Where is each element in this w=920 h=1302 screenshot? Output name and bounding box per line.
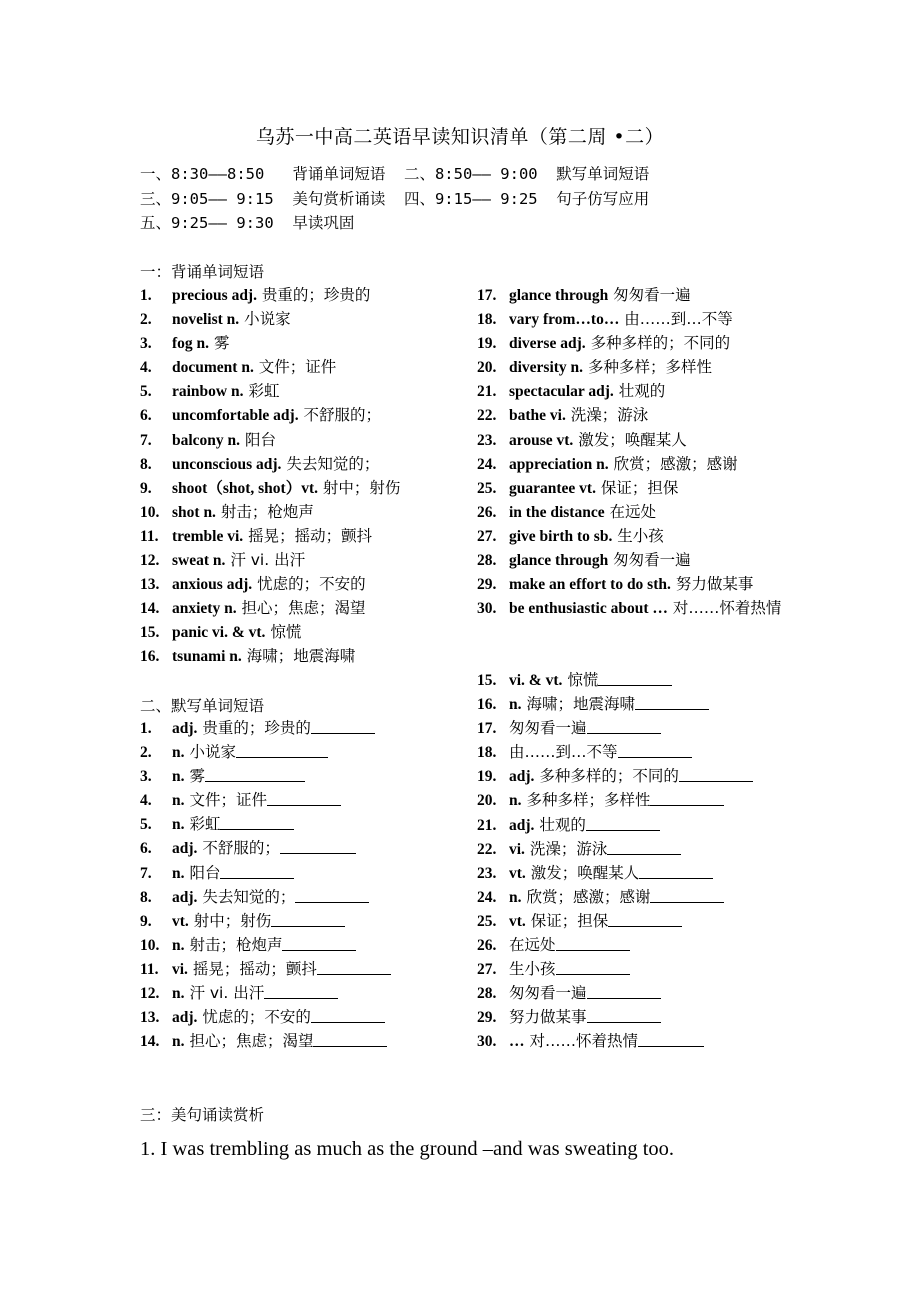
chinese-meaning: 由……到…不等 bbox=[624, 310, 733, 329]
item-number: 30. bbox=[477, 600, 497, 618]
chinese-prompt: 壮观的 bbox=[539, 815, 586, 834]
english-term: tremble vi. bbox=[172, 527, 244, 545]
item-number: 6. bbox=[140, 407, 152, 425]
item-number: 1. bbox=[140, 720, 152, 737]
chinese-prompt: 匆匆看一遍 bbox=[509, 719, 587, 738]
answer-blank bbox=[608, 912, 682, 927]
chinese-meaning: 汗 vi. 出汗 bbox=[230, 551, 306, 570]
item-number: 24. bbox=[477, 455, 497, 473]
answer-blank bbox=[556, 936, 630, 951]
answer-blank bbox=[556, 960, 630, 975]
dictation-row bbox=[477, 692, 877, 716]
vocab-row bbox=[477, 283, 877, 307]
item-number: 27. bbox=[477, 961, 497, 979]
item-number: 21. bbox=[477, 383, 497, 401]
chinese-prompt: 多种多样；多样性 bbox=[526, 791, 651, 810]
answer-blank bbox=[598, 671, 672, 686]
chinese-prompt: 对……怀着热情 bbox=[529, 1032, 638, 1051]
chinese-meaning: 洗澡；游泳 bbox=[570, 406, 649, 425]
item-number: 2. bbox=[140, 311, 152, 329]
dictation-row bbox=[477, 813, 877, 837]
chinese-prompt: 在远处 bbox=[509, 936, 556, 955]
vocab-row bbox=[477, 355, 877, 379]
item-number: 12. bbox=[140, 552, 160, 570]
answer-blank bbox=[264, 984, 338, 999]
item-number: 22. bbox=[477, 840, 497, 858]
answer-blank bbox=[635, 695, 709, 710]
item-number: 28. bbox=[477, 985, 497, 1003]
answer-blank bbox=[282, 936, 356, 951]
chinese-meaning: 激发；唤醒某人 bbox=[578, 430, 687, 449]
part-of-speech: vt. bbox=[172, 912, 189, 930]
item-number: 1. bbox=[140, 287, 152, 304]
item-number: 9. bbox=[140, 912, 152, 930]
chinese-meaning: 生小孩 bbox=[617, 526, 664, 545]
english-term: anxiety n. bbox=[172, 600, 237, 618]
item-number: 11. bbox=[140, 527, 159, 545]
part-of-speech: vt. bbox=[509, 912, 526, 930]
chinese-meaning: 射击；枪炮声 bbox=[220, 502, 314, 521]
answer-blank bbox=[311, 1008, 385, 1023]
item-number: 4. bbox=[140, 359, 152, 377]
vocab-row bbox=[140, 620, 540, 644]
part-of-speech: adj. bbox=[172, 840, 198, 858]
chinese-meaning: 匆匆看一遍 bbox=[613, 286, 691, 304]
item-number: 24. bbox=[477, 888, 497, 906]
chinese-meaning: 保证；担保 bbox=[600, 478, 679, 497]
chinese-meaning: 努力做某事 bbox=[675, 575, 754, 594]
chinese-meaning: 彩虹 bbox=[248, 382, 280, 401]
answer-blank bbox=[650, 888, 724, 903]
chinese-prompt: 匆匆看一遍 bbox=[509, 984, 587, 1003]
dictation-row bbox=[477, 668, 877, 692]
chinese-prompt: 努力做某事 bbox=[509, 1008, 587, 1027]
english-term: vary from…to… bbox=[509, 311, 620, 329]
english-term: balcony n. bbox=[172, 431, 241, 449]
item-number: 14. bbox=[140, 1033, 160, 1051]
english-term: uncomfortable adj. bbox=[172, 407, 299, 425]
dictation-row bbox=[477, 1005, 877, 1029]
item-number: 20. bbox=[477, 792, 497, 810]
chinese-meaning: 摇晃；摇动；颤抖 bbox=[248, 526, 373, 545]
english-term: sweat n. bbox=[172, 552, 226, 570]
vocab-row bbox=[477, 452, 877, 476]
dictation-row bbox=[477, 957, 877, 981]
answer-blank bbox=[311, 719, 375, 734]
chinese-prompt: 洗澡；游泳 bbox=[529, 839, 608, 858]
answer-blank bbox=[267, 791, 341, 806]
item-number: 25. bbox=[477, 479, 497, 497]
part-of-speech: adj. bbox=[509, 816, 535, 834]
chinese-prompt: 贵重的；珍贵的 bbox=[202, 719, 311, 737]
chinese-prompt: 欣赏；感激；感谢 bbox=[526, 887, 651, 906]
vocab-row bbox=[477, 307, 877, 331]
item-number: 16. bbox=[477, 696, 497, 714]
item-number: 5. bbox=[140, 383, 152, 401]
item-number: 7. bbox=[140, 864, 152, 882]
part-of-speech: vi. & vt. bbox=[509, 672, 563, 689]
chinese-meaning: 失去知觉的； bbox=[286, 454, 380, 473]
chinese-meaning: 担心；焦虑；渴望 bbox=[241, 599, 366, 618]
vocab-row bbox=[477, 428, 877, 452]
item-number: 15. bbox=[477, 672, 497, 689]
chinese-meaning: 小说家 bbox=[244, 310, 291, 329]
item-number: 18. bbox=[477, 744, 497, 762]
part-of-speech: n. bbox=[172, 816, 185, 834]
model-sentence-1: 1. I was trembling as much as the ground –and was sweating too. bbox=[140, 1138, 675, 1160]
vocab-row bbox=[140, 644, 540, 668]
chinese-prompt: 文件；证件 bbox=[189, 791, 267, 810]
dictation-row bbox=[477, 1029, 877, 1053]
answer-blank bbox=[650, 791, 724, 806]
dictation-row bbox=[477, 885, 877, 909]
chinese-meaning: 忧虑的；不安的 bbox=[257, 575, 366, 594]
item-number: 27. bbox=[477, 527, 497, 545]
section1-heading: 一：背诵单词短语 bbox=[140, 263, 265, 281]
schedule-line-3: 五、9:25—— 9:30 早读巩固 bbox=[140, 214, 355, 232]
part-of-speech: n. bbox=[172, 792, 185, 810]
part-of-speech: adj. bbox=[172, 1009, 198, 1027]
chinese-prompt: 射击；枪炮声 bbox=[189, 935, 283, 954]
answer-blank bbox=[220, 864, 294, 879]
section2-heading: 二、默写单词短语 bbox=[140, 697, 265, 715]
chinese-meaning: 惊慌 bbox=[270, 623, 302, 642]
part-of-speech: n. bbox=[509, 696, 522, 714]
item-number: 29. bbox=[477, 1009, 497, 1027]
chinese-meaning: 海啸；地震海啸 bbox=[246, 647, 356, 666]
vocab-row bbox=[477, 403, 877, 427]
part-of-speech: n. bbox=[509, 888, 522, 906]
part-of-speech: vi. bbox=[172, 960, 188, 978]
item-number: 29. bbox=[477, 576, 497, 594]
chinese-meaning: 射中；射伤 bbox=[322, 478, 401, 497]
english-term: in the distance bbox=[509, 503, 605, 521]
chinese-prompt: 忧虑的；不安的 bbox=[202, 1008, 311, 1027]
english-term: shoot（shot, shot）vt. bbox=[172, 479, 318, 497]
item-number: 23. bbox=[477, 431, 497, 449]
chinese-meaning: 不舒服的； bbox=[303, 406, 382, 425]
chinese-meaning: 壮观的 bbox=[618, 382, 666, 401]
dictation-row bbox=[477, 764, 877, 788]
part-of-speech: vi. bbox=[509, 840, 525, 858]
answer-blank bbox=[679, 767, 753, 782]
part-of-speech: n. bbox=[172, 744, 185, 762]
chinese-prompt: 由……到…不等 bbox=[509, 743, 618, 762]
section1-right-column bbox=[477, 283, 877, 620]
answer-blank bbox=[587, 1008, 661, 1023]
chinese-meaning: 雾 bbox=[213, 334, 230, 353]
part-of-speech: adj. bbox=[172, 888, 198, 906]
english-term: be enthusiastic about … bbox=[509, 600, 668, 618]
dictation-row bbox=[477, 788, 877, 812]
english-term: shot n. bbox=[172, 503, 216, 521]
item-number: 13. bbox=[140, 1009, 160, 1027]
dictation-row bbox=[477, 981, 877, 1005]
chinese-prompt: 射中；射伤 bbox=[193, 911, 272, 930]
vocab-row bbox=[477, 524, 877, 548]
chinese-prompt: 生小孩 bbox=[509, 960, 556, 979]
item-number: 17. bbox=[477, 720, 497, 738]
item-number: 28. bbox=[477, 552, 497, 570]
item-number: 10. bbox=[140, 503, 160, 521]
section3-heading: 三：美句诵读赏析 bbox=[140, 1106, 265, 1124]
item-number: 10. bbox=[140, 936, 160, 954]
section2-right-column bbox=[477, 668, 877, 1054]
chinese-prompt: 海啸；地震海啸 bbox=[526, 695, 635, 714]
item-number: 12. bbox=[140, 985, 160, 1003]
chinese-prompt: 摇晃；摇动；颤抖 bbox=[192, 959, 317, 978]
item-number: 20. bbox=[477, 359, 497, 377]
item-number: 15. bbox=[140, 624, 160, 642]
vocab-row bbox=[477, 596, 877, 620]
item-number: 19. bbox=[477, 335, 497, 353]
dictation-row bbox=[477, 837, 877, 861]
answer-blank bbox=[639, 864, 713, 879]
item-number: 17. bbox=[477, 287, 497, 304]
item-number: 26. bbox=[477, 937, 497, 955]
english-term: tsunami n. bbox=[172, 648, 242, 666]
item-number: 16. bbox=[140, 648, 160, 666]
english-term: document n. bbox=[172, 359, 254, 377]
item-number: 3. bbox=[140, 335, 152, 353]
english-term: bathe vi. bbox=[509, 407, 566, 425]
item-number: 22. bbox=[477, 407, 497, 425]
chinese-meaning: 欣赏；感激；感谢 bbox=[613, 454, 738, 473]
english-term: glance through bbox=[509, 552, 609, 570]
answer-blank bbox=[295, 888, 369, 903]
part-of-speech: n. bbox=[172, 985, 185, 1003]
english-term: spectacular adj. bbox=[509, 383, 614, 401]
item-number: 8. bbox=[140, 888, 152, 906]
item-number: 30. bbox=[477, 1033, 497, 1051]
chinese-prompt: 失去知觉的； bbox=[202, 887, 296, 906]
english-term: panic vi. & vt. bbox=[172, 624, 266, 642]
answer-blank bbox=[280, 839, 356, 854]
answer-blank bbox=[317, 960, 391, 975]
schedule-line-2: 三、9:05—— 9:15 美句赏析诵读 四、9:15—— 9:25 句子仿写应用 bbox=[140, 190, 650, 208]
english-term: diverse adj. bbox=[509, 335, 586, 353]
dictation-row bbox=[477, 716, 877, 740]
english-term: fog n. bbox=[172, 335, 210, 353]
chinese-prompt: 小说家 bbox=[189, 743, 236, 762]
part-of-speech: adj. bbox=[509, 768, 535, 786]
english-term: arouse vt. bbox=[509, 431, 574, 449]
dictation-row bbox=[477, 909, 877, 933]
dictation-row bbox=[477, 933, 877, 957]
chinese-prompt: 阳台 bbox=[189, 863, 221, 882]
item-number: 25. bbox=[477, 912, 497, 930]
item-number: 6. bbox=[140, 840, 152, 858]
chinese-prompt: 保证；担保 bbox=[530, 911, 609, 930]
english-term: rainbow n. bbox=[172, 383, 244, 401]
item-number: 13. bbox=[140, 576, 160, 594]
chinese-meaning: 在远处 bbox=[609, 502, 657, 521]
dictation-row bbox=[477, 740, 877, 764]
answer-blank bbox=[587, 984, 661, 999]
chinese-prompt: 雾 bbox=[189, 767, 205, 786]
item-number: 8. bbox=[140, 455, 152, 473]
vocab-row bbox=[477, 548, 877, 572]
dictation-row bbox=[477, 861, 877, 885]
item-number: 7. bbox=[140, 431, 152, 449]
item-number: 11. bbox=[140, 960, 159, 978]
english-term: novelist n. bbox=[172, 311, 240, 329]
item-number: 2. bbox=[140, 744, 152, 762]
part-of-speech: n. bbox=[509, 792, 522, 810]
chinese-meaning: 多种多样；多样性 bbox=[588, 358, 713, 377]
chinese-prompt: 激发；唤醒某人 bbox=[530, 863, 640, 882]
answer-blank bbox=[586, 816, 660, 831]
part-of-speech: n. bbox=[172, 1033, 185, 1051]
item-number: 19. bbox=[477, 768, 497, 786]
english-term: give birth to sb. bbox=[509, 527, 613, 545]
chinese-prompt: 汗 vi. 出汗 bbox=[189, 984, 265, 1003]
part-of-speech: n. bbox=[172, 768, 185, 786]
schedule-line-1: 一、8:30——8:50 背诵单词短语 二、8:50—— 9:00 默写单词短语 bbox=[140, 165, 650, 183]
english-term: appreciation n. bbox=[509, 455, 609, 473]
part-of-speech: vt. bbox=[509, 864, 526, 882]
english-term: glance through bbox=[509, 287, 609, 304]
chinese-prompt: 彩虹 bbox=[189, 815, 221, 834]
document-title: 乌苏一中高二英语早读知识清单（第二周 •二） bbox=[255, 126, 665, 148]
item-number: 9. bbox=[140, 479, 152, 497]
english-term: guarantee vt. bbox=[509, 479, 596, 497]
vocab-row bbox=[477, 500, 877, 524]
english-term: make an effort to do sth. bbox=[509, 576, 671, 594]
item-number: 26. bbox=[477, 503, 497, 521]
answer-blank bbox=[638, 1032, 704, 1047]
item-number: 21. bbox=[477, 816, 497, 834]
part-of-speech: n. bbox=[172, 864, 185, 882]
chinese-meaning: 贵重的；珍贵的 bbox=[261, 286, 371, 304]
part-of-speech: n. bbox=[172, 936, 185, 954]
item-number: 4. bbox=[140, 792, 152, 810]
chinese-meaning: 多种多样的；不同的 bbox=[590, 334, 731, 353]
vocab-row bbox=[477, 331, 877, 355]
answer-blank bbox=[236, 743, 328, 758]
chinese-prompt: 不舒服的； bbox=[202, 839, 280, 858]
english-term: unconscious adj. bbox=[172, 455, 282, 473]
item-number: 5. bbox=[140, 816, 152, 834]
vocab-row bbox=[477, 572, 877, 596]
answer-blank bbox=[587, 719, 661, 734]
item-number: 3. bbox=[140, 768, 152, 786]
chinese-meaning: 文件；证件 bbox=[258, 358, 337, 377]
part-of-speech: … bbox=[509, 1033, 525, 1051]
answer-blank bbox=[607, 840, 681, 855]
vocab-row bbox=[477, 476, 877, 500]
answer-blank bbox=[271, 912, 345, 927]
item-number: 18. bbox=[477, 311, 497, 329]
english-term: diversity n. bbox=[509, 359, 584, 377]
vocab-row bbox=[477, 379, 877, 403]
answer-blank bbox=[313, 1032, 387, 1047]
item-number: 14. bbox=[140, 600, 160, 618]
chinese-prompt: 多种多样的；不同的 bbox=[539, 767, 679, 786]
part-of-speech: adj. bbox=[172, 720, 198, 737]
english-term: precious adj. bbox=[172, 287, 257, 304]
answer-blank bbox=[220, 815, 294, 830]
item-number: 23. bbox=[477, 864, 497, 882]
chinese-meaning: 匆匆看一遍 bbox=[613, 551, 691, 570]
answer-blank bbox=[618, 743, 692, 758]
chinese-prompt: 担心；焦虑；渴望 bbox=[189, 1032, 314, 1051]
chinese-meaning: 阳台 bbox=[245, 430, 277, 449]
chinese-prompt: 惊慌 bbox=[567, 671, 599, 689]
english-term: anxious adj. bbox=[172, 576, 253, 594]
chinese-meaning: 对……怀着热情 bbox=[672, 599, 782, 618]
answer-blank bbox=[205, 767, 305, 782]
